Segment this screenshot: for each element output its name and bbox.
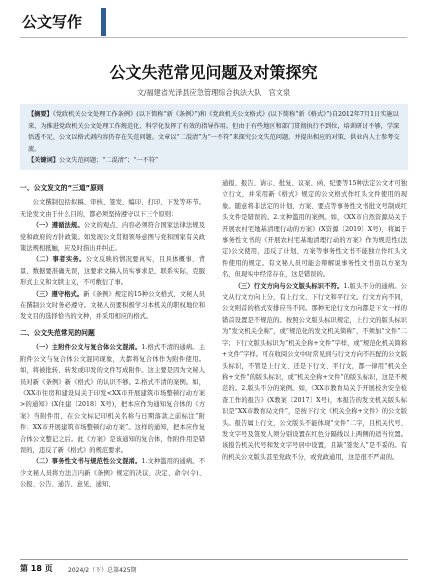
paragraph-text: 公文反映的情况要真实，且具体概事、背景、数据要准确无误，这要求文稿人员实事求是，联系实际，克服形式主义和文牍主义，不可敷衍了事。 [20,256,205,287]
paragraph [20,342,205,456]
keywords-label: 【关键词】 [28,157,59,164]
paragraph [222,281,407,464]
abstract-label: 【摘要】 [28,111,53,118]
paragraph [20,456,205,490]
subheading: （二）事务性文书与规范性公文混淆。 [32,458,142,466]
keywords-text: 公文失范问题；“二混清”；“一不符” [58,157,159,164]
subheading: （一）主附件公文与复合体公文混淆。 [32,344,142,352]
section-heading-2: 二、公文失范常见的问题 [20,328,95,337]
author-line: 文/福建省光泽县应急管理综合执法大队 官文泉 [136,88,291,97]
paragraph: 公文撰制包括拟稿、审核、签发、编印、打印、下发等环节。无论发文由于什么目的，都必须坚持遵守以下三个原则： [20,199,205,218]
paragraph-text: 公文的观点、内容必须符合国家法律法规及党和政府的方针政策。如发现公文贯彻领导意图与党和国家有关政策法规相抵触，应及时指出并纠正。 [20,222,205,253]
paragraph-text: 1.文种滥用的通病。不少文秘人员将方法言内新《条例》规定的决议、决定、命令(令)、公报、公告、通告、意见、通知、 [20,458,205,489]
paragraph [20,289,205,323]
page-number: 第 18 页 [20,564,53,573]
abstract-box [20,104,408,170]
paragraph [20,254,205,288]
subheading: （二）事者实务。 [32,256,86,264]
paragraph: 通报、报告、请示、批复、议案、函、纪要等15种法定公文才可独立行文，并采用新《格式》规定的公文格式作红头文件使用的现象。随意将非法定的计划、方案、要点等事务性文书批文号制成红头文件是错误的。2.文种滥用的案例。如，《XX市自然资源局关于开展农村宅地基清理行动的方案》(X资源〔2019〕X号)，将属于事务性文书的《开展农村宅基地清理行动的方案》作为规范性(法定)公文使用，违反了计划、方案等事务性文书不能独立作红头文件使用的规定。有文秘人员可能会辩解说事务性文书虽以方案为名，但现实中经常存在，这是错误的。 [222,180,407,279]
paragraph-text: 1.格式不清的通病。主附件公文与复合体公文混同现象，大都将复合体作为附件使用。如，将被批转、转发或印发的文件写成附件。这主要是因为文秘人员对新《条例》新《格式》的认识不够。2.格式不清的案例。如，《XX市住房和建设局关于印发<XX市开展建筑市场整顿行动方案>的通知》(X住建〔2018〕X号)，把本应作为通知复合体的《方案》当附件用，在公文标记印机关名称与日期落款之前标注“附件：XX市开展建筑市场整顿行动方案”。这样的通知，把本应作复合体公文整记之后。此《方案》是该通知的复合体，作附件用是错误的，违反了新《格式》的规范要求。 [20,344,205,454]
right-column [222,178,407,553]
section-heading-1: 一、公文发文的“三道”原则 [20,184,104,192]
header-divider [20,37,407,38]
paragraph [20,220,205,254]
paragraph-text: 1.版头不分的通病。公文从行文方向上分，有上行文、下行文和平行文。行文方向不同，公文则首的格式安排应当不同。那种无论行文方向都是下文一样的错首设置是不规范的。按照公文版头标识规定，上行文的版头标识为“发文机关全称”，或“规范化的发文机关简称”，不须加“文件”二字；下行文版头标识为“机关全称+文件”字样，或“规范化机关简称+文件”字样。可在收阅公文中时常见到与行文方向不匹配的公文版头标识，不管是上行文、还是下行文、平行文，都一律用“机关全称+文件”的版头标识，或“机关全称+文件”的版头标识，这是不规范的。2.版头不分的案例。如，《XX市教育局关于开展校舍安全检查工作的报告》(X教案〔2017〕X号)，本报告的发文机关版头标识是“XX市教育局文件”，是按下行文《机关全称+文件》的公文版头。报告属上行文，公文版头不能体现“文件”二字，且机关代号、发文字号及签发人须分别设置在红色分隔线以上两侧的适当位置。该报告机关代号和发文字号居中设置，且缺“签发人”是不妥的。有的机关公文版头甚至党政不分，或党政通用，这是很不严肃的。 [222,282,407,461]
article-title: 公文失范常见问题及对策探究 [109,63,318,82]
abstract-text: 《党政机关公文处理工作条例》(以下简称“新《条例》”)和《党政机关公文格式》(以下简称“新《格式》”)自2012年7月1日实施以来，为推进党政机关公文处理工作规范化、科学化发挥了有效的指导作用。但由于有些地区和部门贯彻执行不到位，培训研讨不够，学深悟透不足，公文以格式剥内容仍存在失范问题。文章以“二混清”为“一不符”来探究公文失范问题，并提出相应的对策，供业内人士参考交流。 [28,111,400,153]
column-label: 公文写作 [20,8,106,36]
page-footer [20,559,408,574]
paragraph-text: 新《条例》规定的15种公文格式，文秘人员在撰制公文时务必遵守。文秘人员要积极学习本机关的职权地位和发文目的选择恰当的文种，并采用相应的格式。 [20,290,205,321]
subheading: （三）行文方向与公文版头标识不符。 [234,282,344,290]
keywords-line [28,155,400,167]
subheading: （三）遵守格式。 [32,290,84,298]
issue-info: 2024/2（下）总第425期 [68,567,137,574]
subheading: （一）遵循法规。 [32,222,84,230]
left-column [20,178,205,553]
